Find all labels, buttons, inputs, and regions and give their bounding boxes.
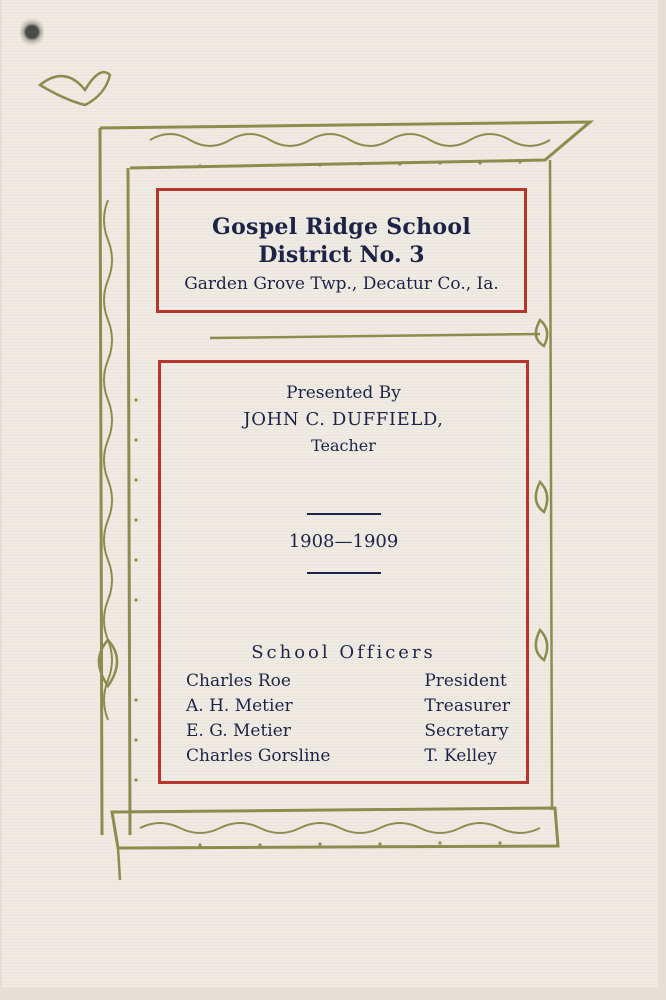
teacher-name: JOHN C. DUFFIELD, [243, 409, 444, 430]
school-name: Gospel Ridge School [212, 214, 471, 240]
officer-name: E. G. Metier [186, 721, 291, 741]
officer-role: Treasurer [424, 696, 510, 716]
officer-role: T. Kelley [424, 746, 497, 766]
officer-name: Charles Roe [186, 671, 291, 691]
officer-name: A. H. Metier [186, 696, 293, 716]
rule-below-years [307, 572, 381, 574]
officers-heading: School Officers [251, 642, 436, 663]
officers-list [186, 669, 510, 769]
officer-name: Charles Gorsline [186, 746, 331, 766]
district-number: District No. 3 [258, 242, 425, 268]
officer-role: Secretary [424, 721, 509, 741]
presentation-panel [158, 360, 529, 784]
teacher-role: Teacher [311, 436, 376, 455]
presented-by-label: Presented By [286, 383, 401, 403]
title-panel [156, 188, 527, 313]
school-years: 1908—1909 [288, 531, 399, 552]
rule-above-years [307, 513, 381, 515]
school-location: Garden Grove Twp., Decatur Co., Ia. [184, 274, 499, 294]
officer-role: President [424, 671, 507, 691]
